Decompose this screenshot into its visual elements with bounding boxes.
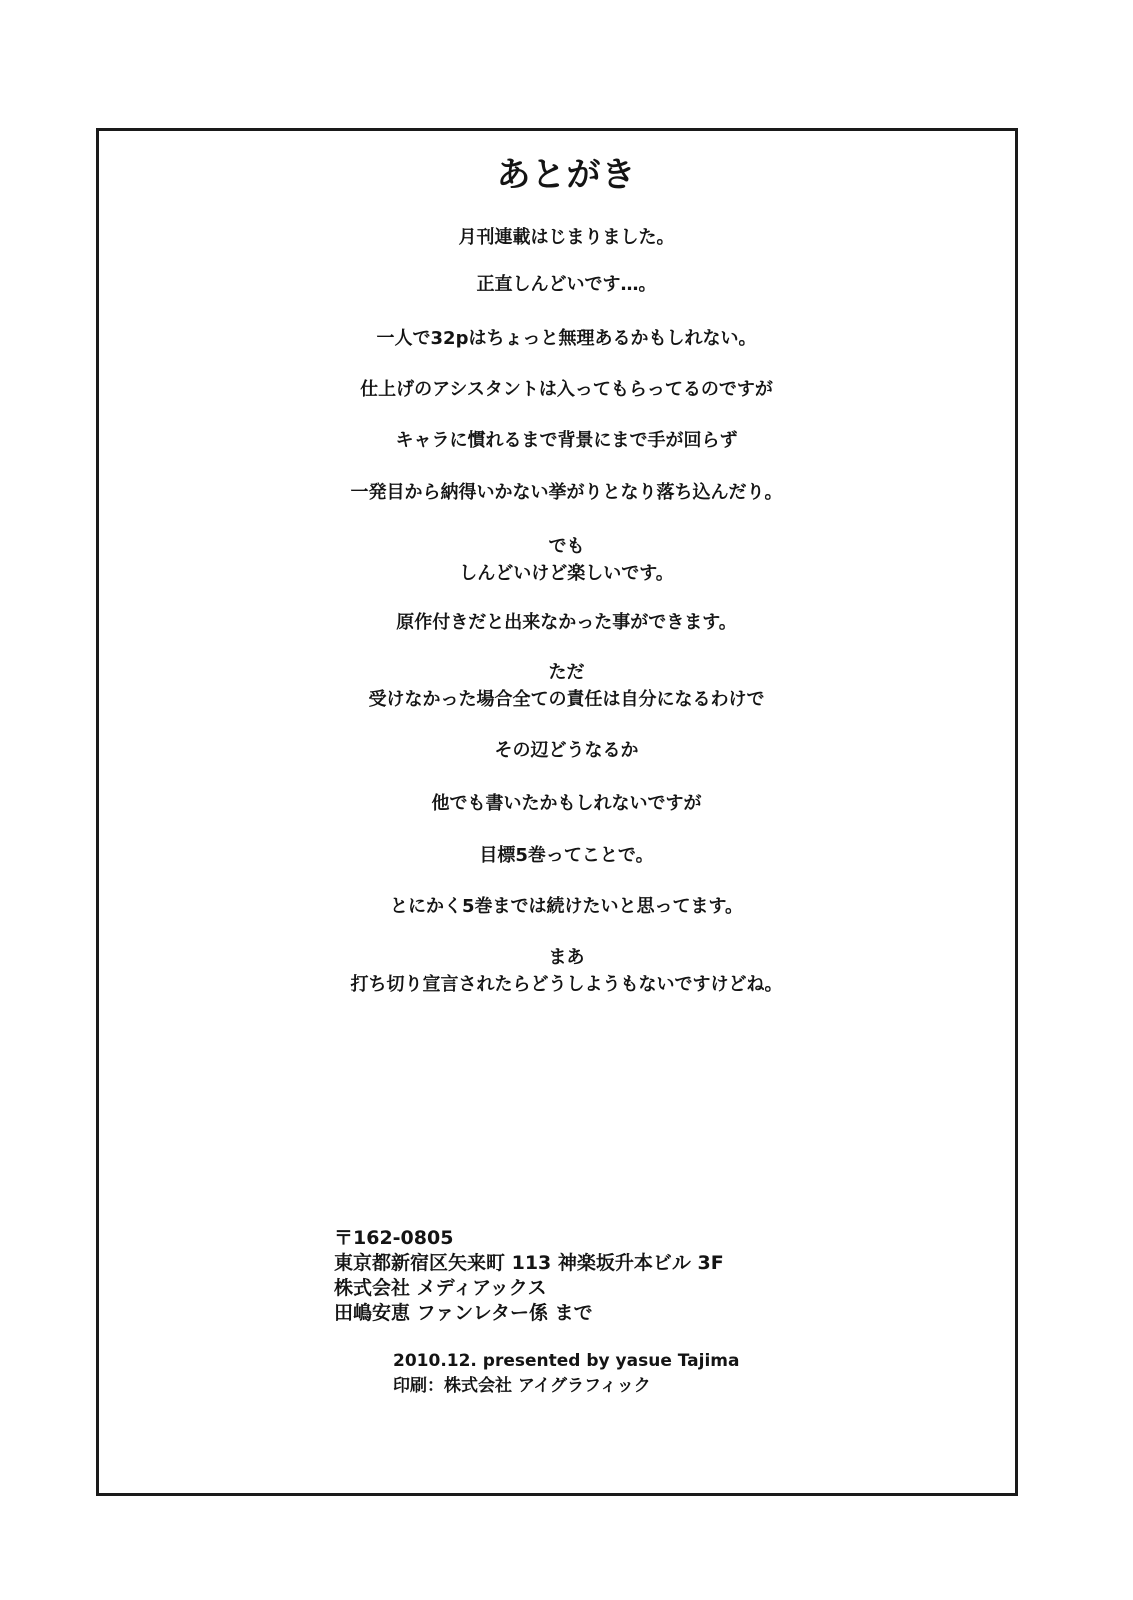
afterword-line-11: 受けなかった場合全ての責任は自分になるわけで	[368, 689, 765, 710]
afterword-line-10: ただ	[548, 662, 585, 683]
afterword-line-6: 一発目から納得いかない挙がりとなり落ち込んだり。	[350, 482, 783, 503]
afterword-line-16: まあ	[548, 947, 585, 968]
afterword-line-8: しんどいけど楽しいです。	[459, 563, 674, 584]
afterword-line-17: 打ち切り宣言されたらどうしようもないですけどね。	[350, 974, 783, 995]
afterword-title: あとがき	[496, 155, 637, 195]
company-name: 株式会社 メディアックス	[334, 1277, 547, 1299]
postal-code: 〒162-0805	[334, 1227, 454, 1249]
afterword-line-12: その辺どうなるか	[494, 740, 639, 761]
afterword-line-3: 一人で32pはちょっと無理あるかもしれない。	[376, 328, 757, 349]
street-address: 東京都新宿区矢来町 113 神楽坂升本ビル 3F	[334, 1252, 724, 1274]
afterword-line-5: キャラに慣れるまで背景にまで手が回らず	[395, 430, 738, 451]
afterword-line-4: 仕上げのアシスタントは入ってもらってるのですが	[360, 379, 773, 400]
printer-credit: 印刷：株式会社 アイグラフィック	[393, 1376, 651, 1396]
afterword-line-1: 月刊連載はじまりました。	[458, 227, 675, 248]
afterword-line-15: とにかく5巻までは続けたいと思ってます。	[389, 896, 744, 917]
fan-letter-recipient: 田嶋安恵 ファンレター係 まで	[334, 1302, 593, 1324]
afterword-line-14: 目標5巻ってことで。	[479, 845, 654, 866]
afterword-line-2: 正直しんどいです…。	[476, 274, 657, 295]
afterword-line-7: でも	[548, 536, 585, 557]
afterword-line-9: 原作付きだと出来なかった事ができます。	[396, 612, 737, 633]
afterword-line-13: 他でも書いたかもしれないですが	[431, 793, 702, 814]
presented-by: 2010.12. presented by yasue Tajima	[393, 1351, 740, 1371]
